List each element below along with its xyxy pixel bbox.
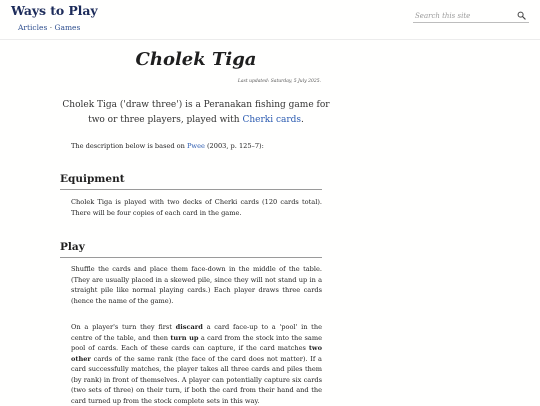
nav-separator: · — [49, 23, 53, 32]
play-paragraph-2 — [71, 322, 322, 406]
site-title-link[interactable]: Ways to Play — [11, 3, 98, 18]
pwee-link[interactable]: Pwee — [187, 142, 205, 150]
lead-text: Cholek Tiga ('draw three') is a Peranakan fishing game for two or three players, played with — [62, 100, 330, 125]
intro-text-end: (2003, p. 125–7): — [204, 142, 264, 150]
equipment-heading: Equipment — [60, 173, 322, 190]
play-p2-text: a card from the stock into the same pool of cards. Each of these cards can capture, if the card matches — [71, 333, 322, 352]
main-nav — [18, 23, 80, 32]
site-header — [0, 0, 540, 40]
turn-up-term: turn up — [170, 333, 199, 342]
intro-text: The description below is based on — [71, 142, 187, 150]
two-other-term: two other — [71, 344, 322, 363]
lead-text-end: . — [301, 115, 304, 125]
last-updated-text: Last updated: Saturday, 5 July 2025. — [237, 79, 321, 84]
search-icon[interactable] — [517, 11, 526, 20]
play-paragraph-1: Shuffle the cards and place them face-down in the middle of the table. (They are usually placed in a skewed pile, since they will not stand up in a straight pile like normal playing cards.) Each player draws three cards (hence the name of the game). — [71, 265, 322, 305]
play-p2-text: a card face-up to a 'pool' in the centre of the table, and then — [71, 323, 322, 342]
nav-articles-link[interactable]: Articles — [18, 23, 48, 32]
nav-games-link[interactable]: Games — [54, 23, 81, 32]
search-input[interactable] — [413, 9, 513, 22]
equipment-paragraph: Cholek Tiga is played with two decks of Cherki cards (120 cards total). There will be four copies of each card in the game. — [71, 198, 322, 217]
play-p2-text: cards of the same rank (the face of the card does not matter). If a card successfully matches, the player takes all three cards and piles them (by rank) in front of themselves. A player can potentially capture six cards (two sets of three) on their turn, if both the card from their hand and the card turned up from the stock complete sets in this way. — [71, 354, 322, 405]
page-title: Cholek Tiga — [135, 49, 257, 70]
play-heading: Play — [60, 241, 322, 258]
cherki-cards-link[interactable]: Cherki cards — [242, 115, 302, 125]
search-box — [413, 9, 529, 23]
intro-paragraph — [71, 141, 323, 152]
lead-paragraph — [60, 98, 332, 128]
play-p2-text: On a player's turn they first — [71, 323, 176, 331]
discard-term: discard — [175, 323, 203, 331]
